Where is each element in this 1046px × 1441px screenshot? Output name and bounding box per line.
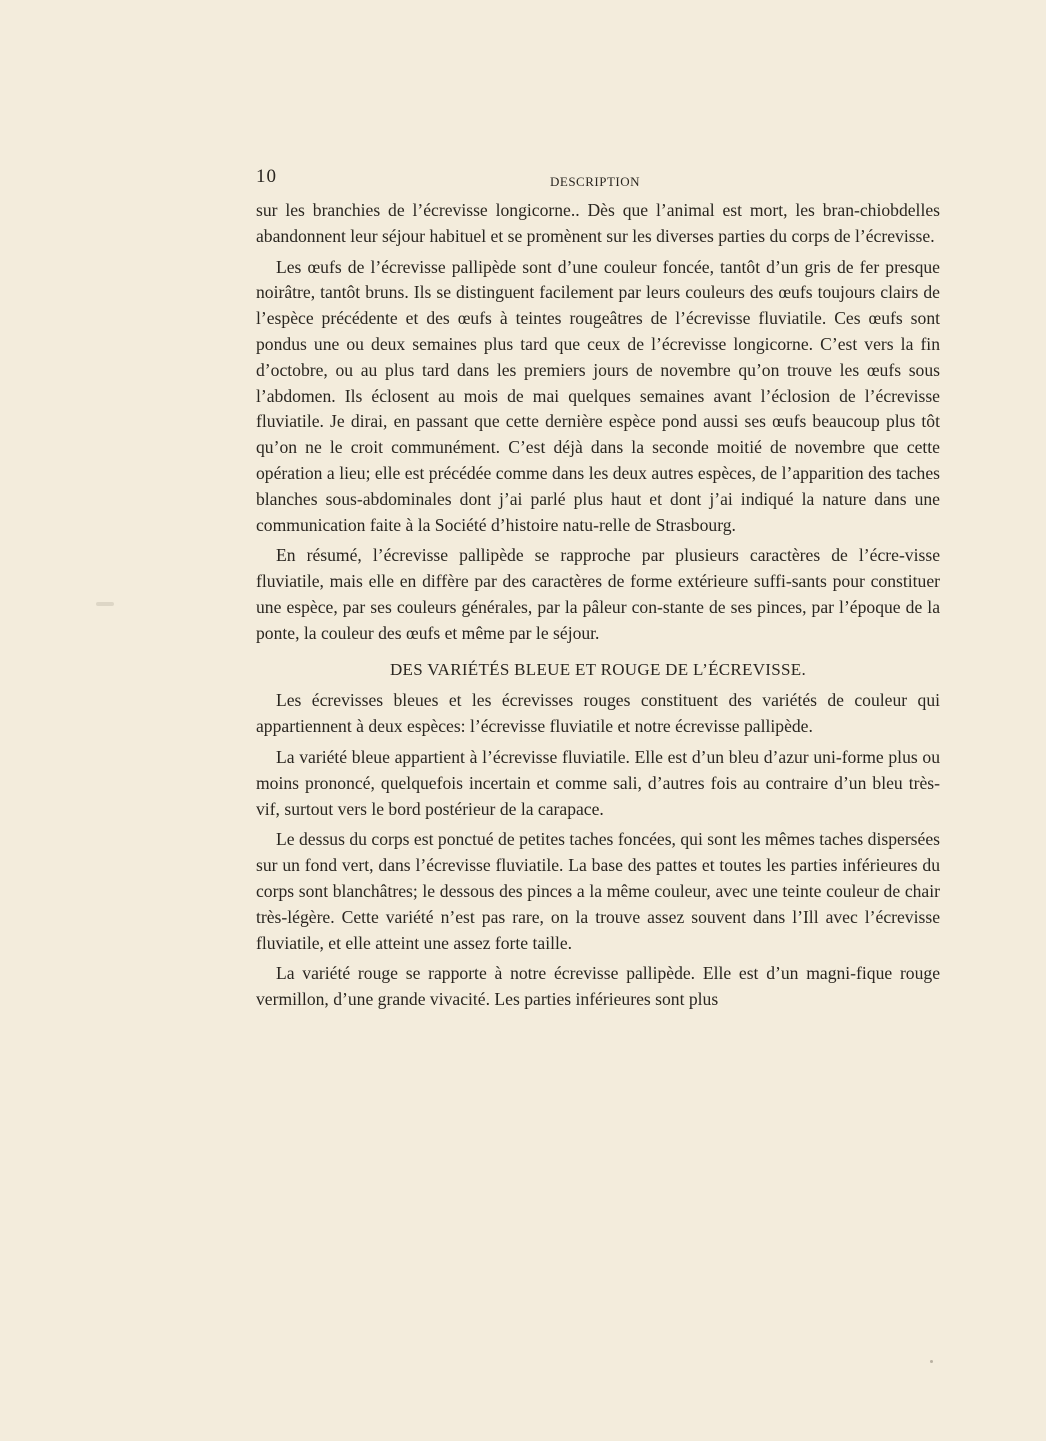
paragraph: Les œufs de l’écrevisse pallipède sont d’une couleur foncée, tantôt d’un gris de fer presque noirâtre, tantôt bruns. Ils se distinguent facilement par leurs couleurs des œufs toujours clairs de l’espèce précédente et des œufs à teintes rougeâtres de l’écrevisse fluviatile. Ces œufs sont pondus une ou deux semaines plus tard que ceux de l’écrevisse longicorne. C’est vers la fin d’octobre, ou au plus tard dans les premiers jours de novembre qu’on trouve les œufs sous l’abdomen. Ils éclosent au mois de mai quelques semaines avant l’éclosion de l’écrevisse fluviatile. Je dirai, en passant que cette dernière espèce pond aussi ses œufs beaucoup plus tôt qu’on ne le croit communément. C’est déjà dans la seconde moitié de novembre que cette opération a lieu; elle est précédée comme dans les deux autres espèces, de l’apparition des taches blanches sous-abdominales dont j’ai parlé plus haut et dont j’ai indiqué la nature dans une communication faite à la Société d’histoire natu-relle de Strasbourg. bbox=[256, 256, 940, 535]
page-number: 10 bbox=[256, 166, 277, 187]
paragraph: Les écrevisses bleues et les écrevisses rouges constituent des variétés de couleur qui appartiennent à deux espèces: l’écrevisse fluviatile et notre écrevisse pallipède. bbox=[256, 690, 940, 737]
running-title: DESCRIPTION bbox=[550, 174, 641, 189]
paragraph: Le dessus du corps est ponctué de petites taches foncées, qui sont les mêmes taches dispersées sur un fond vert, dans l’écrevisse fluviatile. La base des pattes et toutes les parties inférieures du corps sont blanchâtres; le dessous des pinces a la même couleur, avec une teinte couleur de chair très-légère. Cette variété n’est pas rare, on la trouve assez souvent dans l’Ill avec l’écrevisse fluviatile, et elle atteint une assez forte taille. bbox=[256, 829, 940, 953]
body-text bbox=[256, 198, 940, 1013]
paragraph: La variété bleue appartient à l’écrevisse fluviatile. Elle est d’un bleu d’azur uni-forme plus ou moins prononcé, quelquefois incertain et comme sali, d’autres fois au contraire d’un bleu très-vif, surtout vers le bord postérieur de la carapace. bbox=[256, 746, 940, 819]
paper-speck bbox=[930, 1360, 933, 1363]
page-header bbox=[256, 166, 940, 192]
ink-smudge bbox=[96, 602, 114, 606]
paragraph: sur les branchies de l’écrevisse longicorne.. Dès que l’animal est mort, les bran-chiobdelles abandonnent leur séjour habituel et se promènent sur les diverses parties du corps de l’écrevisse. bbox=[256, 200, 940, 246]
section-heading: DES VARIÉTÉS BLEUE ET ROUGE DE L’ÉCREVISSE. bbox=[389, 659, 807, 679]
paragraph: En résumé, l’écrevisse pallipède se rapproche par plusieurs caractères de l’écre-visse fluviatile, mais elle en diffère par des caractères de forme extérieure suffi-sants pour constituer une espèce, par ses couleurs générales, par la pâleur con-stante de ses pinces, par l’époque de la ponte, la couleur des œufs et même par le séjour. bbox=[256, 545, 940, 643]
paragraph: La variété rouge se rapporte à notre écrevisse pallipède. Elle est d’un magni-fique rouge vermillon, d’une grande vivacité. Les parties inférieures sont plus bbox=[256, 963, 940, 1010]
